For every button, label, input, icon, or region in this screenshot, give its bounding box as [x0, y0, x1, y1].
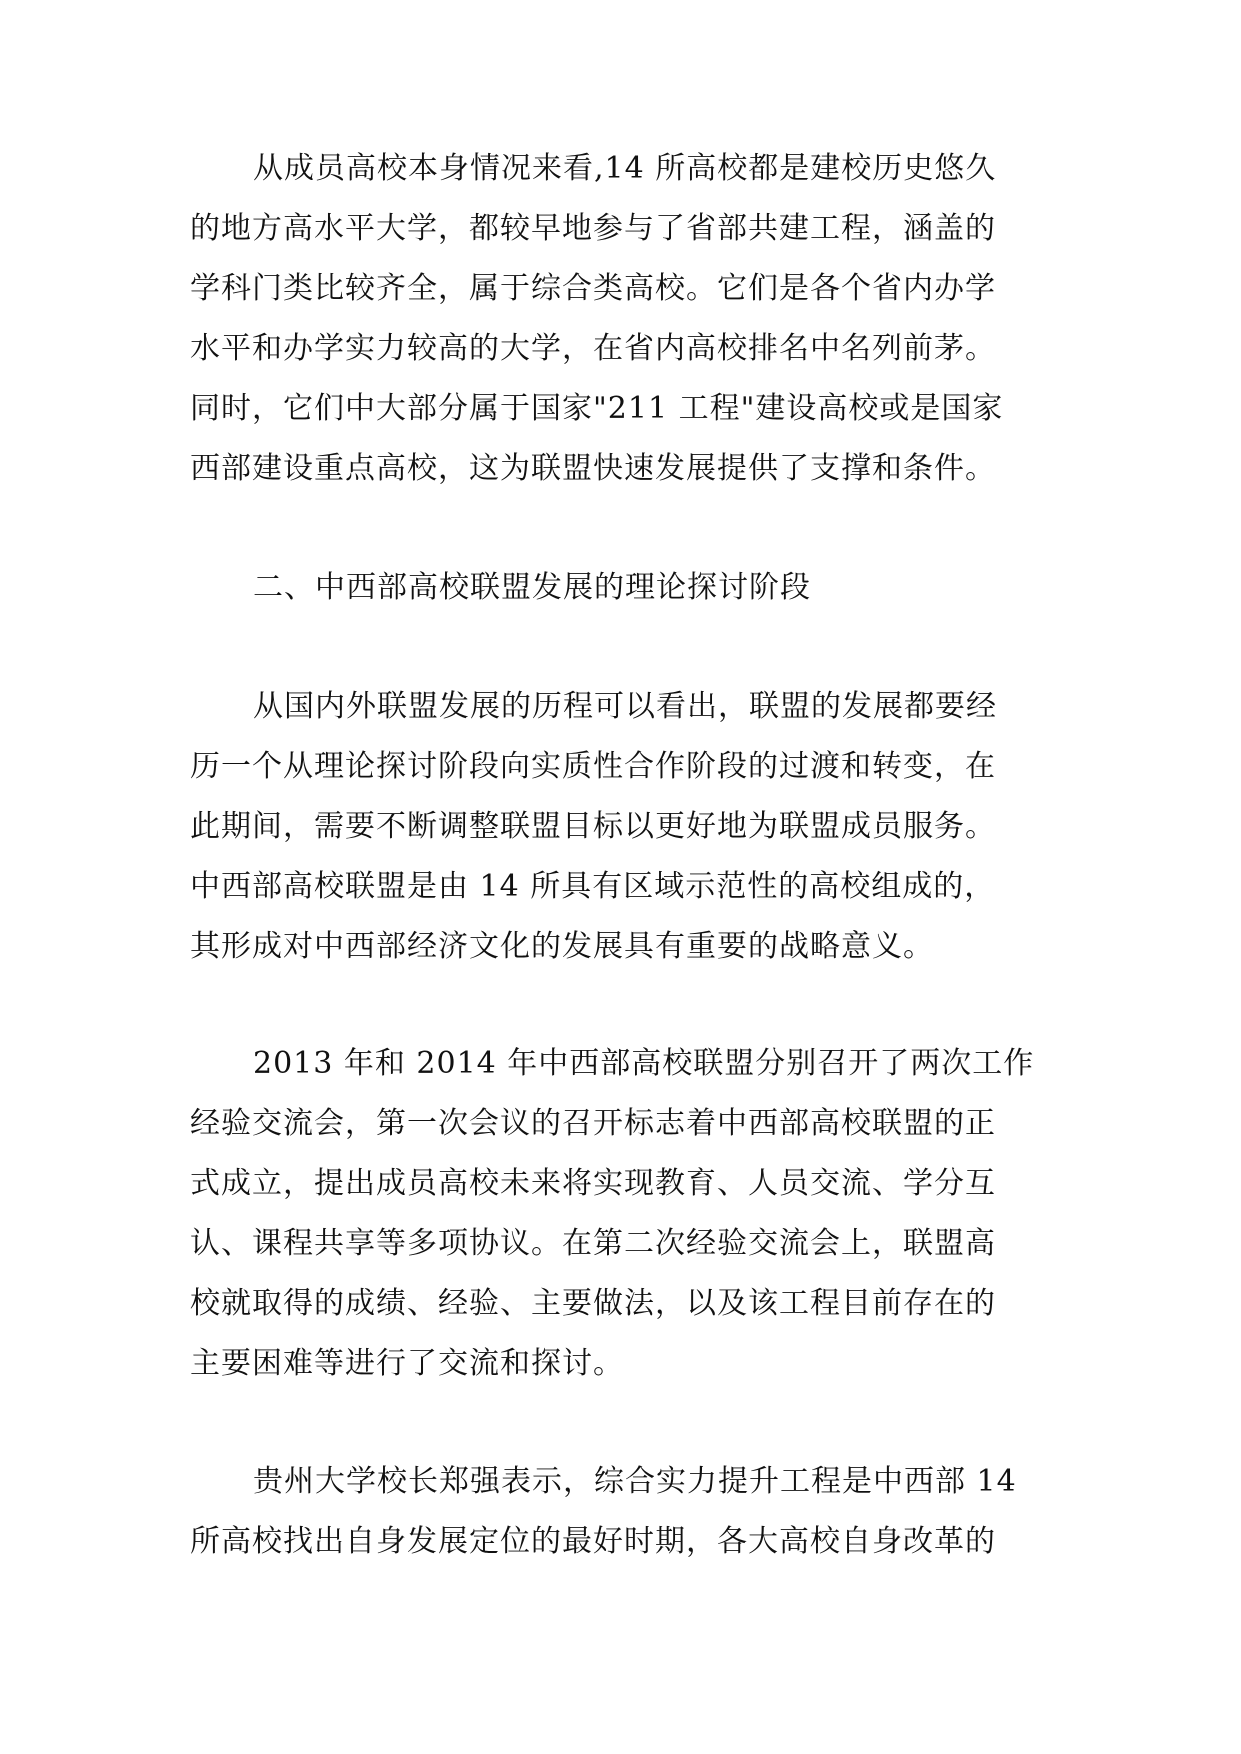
paragraph-line: 其形成对中西部经济文化的发展具有重要的战略意义。 — [190, 929, 934, 964]
paragraph-line: 此期间，需要不断调整联盟目标以更好地为联盟成员服务。 — [190, 809, 996, 844]
paragraph-line: 西部建设重点高校，这为联盟快速发展提供了支撑和条件。 — [190, 451, 996, 486]
paragraph-line: 贵州大学校长郑强表示，综合实力提升工程是中西部 14 — [253, 1464, 1017, 1499]
paragraph-line: 从成员高校本身情况来看,14 所高校都是建校历史悠久 — [253, 151, 997, 186]
paragraph-line: 所高校找出自身发展定位的最好时期，各大高校自身改革的 — [190, 1524, 996, 1559]
paragraph-line: 主要困难等进行了交流和探讨。 — [190, 1346, 624, 1381]
paragraph-line: 同时，它们中大部分属于国家"211 工程"建设高校或是国家 — [190, 391, 1004, 426]
paragraph-line: 从国内外联盟发展的历程可以看出，联盟的发展都要经 — [253, 689, 997, 724]
section-heading: 二、中西部高校联盟发展的理论探讨阶段 — [253, 570, 811, 605]
paragraph-line: 认、课程共享等多项协议。在第二次经验交流会上，联盟高 — [190, 1226, 996, 1261]
paragraph-line: 学科门类比较齐全，属于综合类高校。它们是各个省内办学 — [190, 271, 996, 306]
paragraph-line: 校就取得的成绩、经验、主要做法，以及该工程目前存在的 — [190, 1286, 996, 1321]
paragraph-line: 的地方高水平大学，都较早地参与了省部共建工程，涵盖的 — [190, 211, 996, 246]
paragraph-line: 水平和办学实力较高的大学，在省内高校排名中名列前茅。 — [190, 331, 996, 366]
paragraph-line: 经验交流会，第一次会议的召开标志着中西部高校联盟的正 — [190, 1106, 996, 1141]
paragraph-line: 2013 年和 2014 年中西部高校联盟分别召开了两次工作 — [253, 1046, 1035, 1081]
paragraph-line: 历一个从理论探讨阶段向实质性合作阶段的过渡和转变，在 — [190, 749, 996, 784]
paragraph-line: 式成立，提出成员高校未来将实现教育、人员交流、学分互 — [190, 1166, 996, 1201]
paragraph-line: 中西部高校联盟是由 14 所具有区域示范性的高校组成的， — [190, 869, 996, 904]
